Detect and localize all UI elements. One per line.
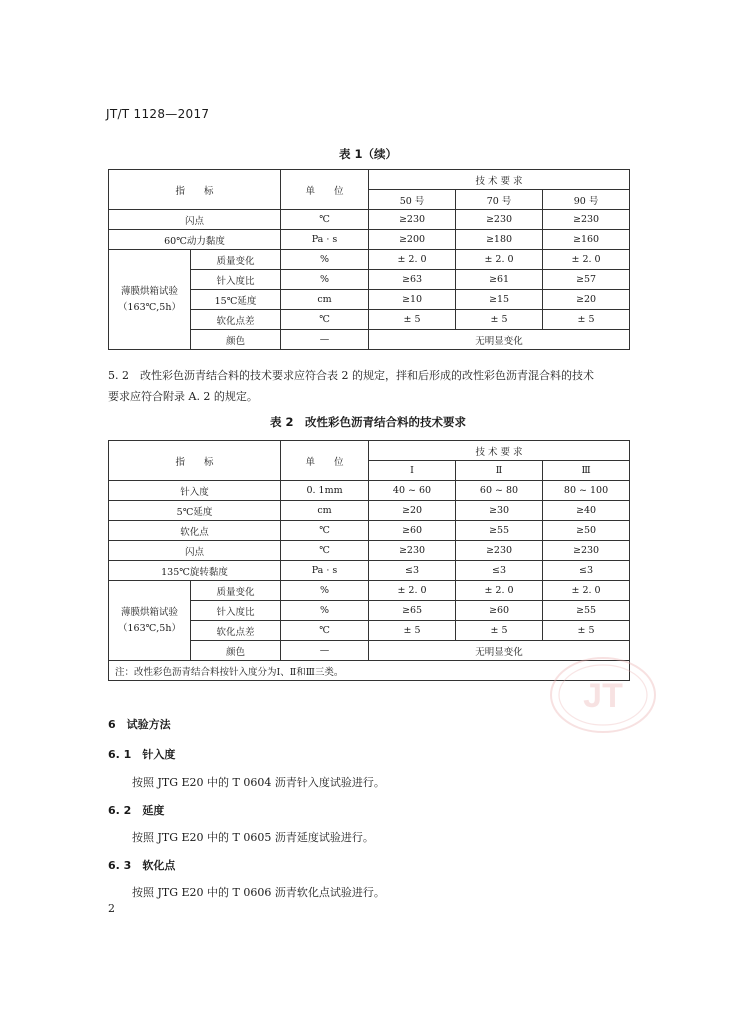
row-value: ≥15 (456, 290, 543, 310)
table-row (109, 210, 630, 230)
table1-head-indicator: 指 标 (109, 170, 281, 210)
row-value: ± 5 (369, 621, 456, 641)
row-value: ± 2. 0 (456, 250, 543, 270)
table-row (109, 481, 630, 501)
table-row (109, 581, 630, 601)
row-name: 颜色 (191, 641, 281, 661)
table2-grade: Ⅰ (369, 461, 456, 481)
row-unit: cm (281, 290, 369, 310)
row-name: 60℃动力黏度 (109, 230, 281, 250)
section-6-title: 6 试验方法 (108, 718, 171, 731)
seal-watermark-icon (548, 655, 658, 735)
row-name: 闪点 (109, 210, 281, 230)
row-value: ≥230 (543, 541, 630, 561)
row-unit: ℃ (281, 541, 369, 561)
table-row (109, 561, 630, 581)
row-name: 软化点差 (191, 310, 281, 330)
row-unit: cm (281, 501, 369, 521)
table1-grade: 70 号 (456, 190, 543, 210)
row-value: ≥60 (456, 601, 543, 621)
row-name: 5℃延度 (109, 501, 281, 521)
row-value: 40 ~ 60 (369, 481, 456, 501)
row-value: ≥160 (543, 230, 630, 250)
group-label-line1: 薄膜烘箱试验 (120, 285, 178, 297)
row-unit: % (281, 601, 369, 621)
section-6-2-text: 按照 JTG E20 中的 T 0605 沥青延度试验进行。 (132, 831, 374, 844)
row-value: 无明显变化 (369, 641, 630, 661)
section-6-3-title: 6. 3 软化点 (108, 859, 176, 872)
row-value: ≥230 (369, 541, 456, 561)
section-6-1-title: 6. 1 针入度 (108, 748, 176, 761)
row-value: ≥55 (456, 521, 543, 541)
row-value: ≥60 (369, 521, 456, 541)
table2-head-tech: 技 术 要 求 (369, 441, 630, 461)
section-6-3-text: 按照 JTG E20 中的 T 0606 沥青软化点试验进行。 (132, 886, 385, 899)
row-value: ± 5 (543, 310, 630, 330)
row-name: 135℃旋转黏度 (109, 561, 281, 581)
table-row (109, 541, 630, 561)
group-label (109, 581, 191, 661)
row-unit: — (281, 641, 369, 661)
table1-caption: 表 1（续） (338, 147, 397, 161)
row-value: ± 2. 0 (369, 250, 456, 270)
table2-grade: Ⅱ (456, 461, 543, 481)
table2-caption: 表 2 改性彩色沥青结合料的技术要求 (269, 415, 466, 429)
row-value: ≤3 (543, 561, 630, 581)
row-value: ≥180 (456, 230, 543, 250)
row-name: 颜色 (191, 330, 281, 350)
row-value: ≥50 (543, 521, 630, 541)
row-value: ± 5 (456, 310, 543, 330)
row-value: ≥55 (543, 601, 630, 621)
section-5-2-line2: 要求应符合附录 A. 2 的规定。 (108, 390, 258, 403)
row-unit: Pa · s (281, 230, 369, 250)
row-unit: % (281, 270, 369, 290)
section-5-2-line1: 5. 2 改性彩色沥青结合料的技术要求应符合表 2 的规定，拌和后形成的改性彩色沥青混合料的技术 (108, 369, 594, 382)
table1-head-unit: 单 位 (281, 170, 369, 210)
row-value: ≥65 (369, 601, 456, 621)
row-name: 软化点差 (191, 621, 281, 641)
row-value: ≥40 (543, 501, 630, 521)
row-name: 软化点 (109, 521, 281, 541)
row-name: 针入度比 (191, 601, 281, 621)
table2-note: 注：改性彩色沥青结合料按针入度分为Ⅰ、Ⅱ和Ⅲ三类。 (109, 661, 630, 681)
row-value: ≤3 (456, 561, 543, 581)
table-row (109, 521, 630, 541)
row-value: ± 2. 0 (543, 250, 630, 270)
row-name: 质量变化 (191, 581, 281, 601)
row-value: ≥61 (456, 270, 543, 290)
table2-head-indicator: 指 标 (109, 441, 281, 481)
row-name: 闪点 (109, 541, 281, 561)
row-unit: ℃ (281, 521, 369, 541)
table1-head-tech: 技 术 要 求 (369, 170, 630, 190)
row-unit: 0. 1mm (281, 481, 369, 501)
row-unit: % (281, 250, 369, 270)
section-6-1-text: 按照 JTG E20 中的 T 0604 沥青针入度试验进行。 (132, 776, 385, 789)
group-label-line1: 薄膜烘箱试验 (120, 606, 178, 618)
row-value: ≥230 (456, 541, 543, 561)
row-value: ≥30 (456, 501, 543, 521)
page-number: 2 (108, 902, 115, 915)
row-value: ≥230 (543, 210, 630, 230)
table2-grade: Ⅲ (543, 461, 630, 481)
table-row (109, 230, 630, 250)
row-unit: Pa · s (281, 561, 369, 581)
row-value: ± 2. 0 (543, 581, 630, 601)
row-value: ≥10 (369, 290, 456, 310)
row-value: ± 5 (456, 621, 543, 641)
row-unit: % (281, 581, 369, 601)
table1-grade: 50 号 (369, 190, 456, 210)
section-5-2-paragraph (108, 365, 630, 407)
row-value: ≥230 (369, 210, 456, 230)
row-unit: ℃ (281, 210, 369, 230)
row-name: 针入度比 (191, 270, 281, 290)
row-value: ≥20 (369, 501, 456, 521)
seal-text: JT (583, 677, 623, 715)
table-row (109, 501, 630, 521)
row-value: ± 2. 0 (456, 581, 543, 601)
row-name: 质量变化 (191, 250, 281, 270)
row-name: 针入度 (109, 481, 281, 501)
row-value: ± 5 (543, 621, 630, 641)
group-label-line2: （163℃,5h） (118, 301, 181, 313)
row-value: 80 ~ 100 (543, 481, 630, 501)
table2-head-unit: 单 位 (281, 441, 369, 481)
table1-grade: 90 号 (543, 190, 630, 210)
row-unit: — (281, 330, 369, 350)
table-row (109, 250, 630, 270)
row-value: ≥57 (543, 270, 630, 290)
row-value: ≥200 (369, 230, 456, 250)
row-value: ± 5 (369, 310, 456, 330)
group-label (109, 250, 191, 350)
row-value: ≥63 (369, 270, 456, 290)
table2 (108, 440, 630, 681)
row-unit: ℃ (281, 310, 369, 330)
group-label-line2: （163℃,5h） (118, 622, 181, 634)
table1 (108, 169, 630, 350)
section-6-2-title: 6. 2 延度 (108, 804, 165, 817)
row-value: ≥20 (543, 290, 630, 310)
row-value: ± 2. 0 (369, 581, 456, 601)
standard-code: JT/T 1128—2017 (106, 107, 210, 121)
row-value: ≥230 (456, 210, 543, 230)
row-name: 15℃延度 (191, 290, 281, 310)
row-value: 60 ~ 80 (456, 481, 543, 501)
row-unit: ℃ (281, 621, 369, 641)
row-value: 无明显变化 (369, 330, 630, 350)
row-value: ≤3 (369, 561, 456, 581)
